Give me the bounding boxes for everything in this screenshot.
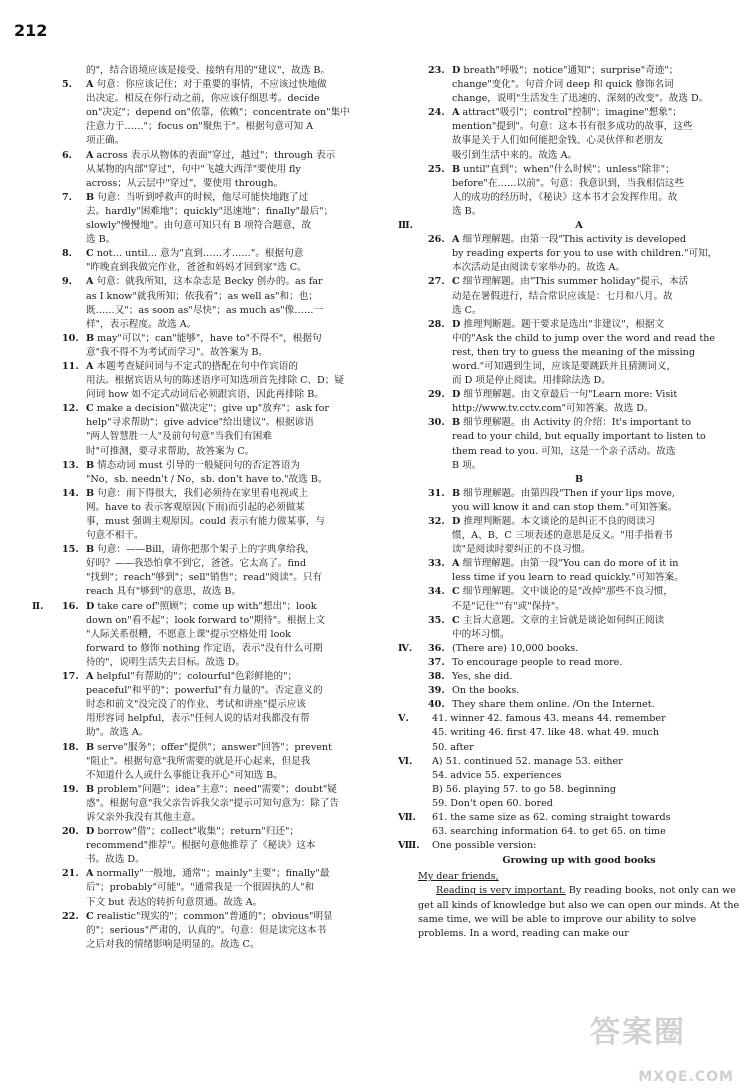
essay-body-text: By reading books, not only can we get all kinds of knowledge but also we can open our minds. At the same time, we will be able to improve our ability to solve problems. In a word, reading can make our [418,885,740,939]
section-3-heading [398,219,740,233]
entry-4-tail: 的"，结合语境应该是接受、接纳有用的"建议"，故选 B。 [86,65,330,76]
section-8-intro: Ⅷ. One possible version: [418,839,740,853]
entry-38: 38. Yes, she did. [428,671,513,683]
entry-40: 40. They share them online. /On the Internet. [428,699,655,711]
entry-15: 15. B 句意：——Bill，请你把那个架子上的字典拿给我， 好吗？——我恐怕拿不到它，爸爸。它太高了。find "找到"；reach"够到"；sell"销售"；read"阅读"。只有 reach 具有"够到"的意思，故选 B。 [62,544,323,598]
entry-32: 32. D 推理判断题。本文谈论的是纠正不良的阅读习 惯，A、B、C 三项表述的意思是反义。"用手指着书 读"是阅读时要纠正的不良习惯。 [428,516,673,556]
page-number: 212 [14,21,48,40]
entry-5: 5. A 句意：你应该记住；对于重要的事情，不应该过快地做 出决定。相反在你行动之前，你应该仔细思考。decide on"决定"；depend on"依靠，依赖"；concentrate on"集中 注意力于……"；focus on"聚焦于"。根据句意可知 A 项正确。 [62,79,350,147]
entry-22: 22. C realistic"现实的"；common"普通的"；obvious"明显 的"；serious"严肃的，认真的"。句意：但是读完这本书 之后对我的情绪影响是明显的。故选 C。 [62,910,333,950]
section-8-label: Ⅷ. [398,840,420,852]
entry-6: 6. A across 表示从物体的表面"穿过，越过"；through 表示 从某物的内部"穿过"，句中"飞越大西洋"要使用 fly across；从云层中"穿过"，要使用 through。 [62,149,336,189]
entry-31: 31. B 细节理解题。由第四段"Then if your lips move, you will know it and can stop them."可知答案。 [428,487,678,513]
entry-21: 21. A normally"一般地，通常"；mainly"主要"；finally"最 后"；probably"可能"。"通常我是一个很固执的人"和 下文 but 表达的转折句意贯通。故选 A。 [62,868,330,908]
section-7-answers: Ⅶ. 61. the same size as 62. coming straight towards 63. searching information 64. to get 65. on time [398,811,671,838]
essay-body [418,884,740,940]
section-5-label: Ⅴ. [398,713,409,725]
entry-8: 8. C not… until… 意为"直到……才……"。根据句意 "昨晚直到我做完作业，爸爸和妈妈才回到家"选 C。 [62,248,307,274]
entry-17: 17. A helpful"有帮助的"；colourful"色彩鲜艳的"； peaceful"和平的"；powerful"有力量的"。否定意义的 时态和前文"没完没了的作业、考试和讲座"提示应该 用形容词 helpful，表示"任何人说的话对我都没有帮 助"。故选 A。 [62,671,323,739]
essay-title: Growing up with good books [502,855,656,867]
entry-28: 28. D 推理判断题。题干要求是选出"非建议"，根据文 中的"Ask the child to jump over the word and read the rest, then try to guess the meaning of the missing word."可知遇到生词，应该是要跳跃并且猜测词义， 而 D 项是停止阅读。用排除法选 D。 [428,318,716,387]
section-6-answers: Ⅵ. A) 51. continued 52. manage 53. either 54. advice 55. experiences B) 56. playing 57. to go 58. beginning 59. Don't open 60. bored [398,755,623,809]
section-3-label: Ⅲ. [398,220,414,232]
watermark-logo-text: 答案圈 [590,1015,686,1050]
part-a-title: A [575,220,583,232]
watermark-url: MXQE.COM [638,1068,734,1085]
entry-26: 26. A 细节理解题。由第一段"This activity is developed by reading experts for you to use with children."可知， 本次活动是由阅读专家举办的。故选 A。 [428,234,718,274]
entry-13: 13. B 情态动词 must 引导的一般疑问句的否定答语为 "No，sb. needn't / No，sb. don't have to."故选 B。 [62,459,328,485]
entry-37: 37. To encourage people to read more. [428,656,623,668]
entry-7: 7. B 句意：当听到呼救声的时候，他尽可能快地跑了过 去。hardly"困难地"；quickly"迅速地"；finally"最后"； slowly"慢慢地"。由句意可知只有 B 项符合题意，故 选 B。 [62,191,334,246]
essay-greeting: My dear friends, [418,871,499,883]
entry-14: 14. B 句意：雨下得很大，我们必须待在家里看电视或上 网。have to 表示客观原因(下雨)而引起的必须做某 事，must 强调主观原因。could 表示有能力做某事，与 句意不相干。 [62,487,325,542]
entry-33: 33. A 细节理解题。由第一段"You can do more of it in less time if you learn to read quickly."可知答案。 [428,558,684,584]
part-b-heading [418,473,740,487]
site-watermark [590,1015,740,1086]
entry-19: 19. B problem"问题"；idea"主意"；need"需要"；doubt"疑 惑"。根据句意"我父亲告诉我父亲"提示可知句意为：除了告 诉父亲外我没有其他主意。 [62,783,340,823]
entry-16: Ⅱ. 16. D take care of"照顾"；come up with"想出"；look down on"看不起"；look forward to"期待"。根据上文 "人际关系很糟，不愿意上课"提示空格处用 look forward to 修饰 nothing 作定语，表示"没有什么可期 待的"，说明生活失去目标。故选 D。 [32,600,326,668]
section-2-label: Ⅱ. [32,600,44,612]
entry-11: 11. A 本题考查疑问词与不定式的搭配在句中作宾语的 用法。根据宾语从句的陈述语序可知选项首先排除 C、D；疑 问词 how 如不定式动词后必须跟宾语，因此再排除 B。 [62,360,344,401]
entry-35: 35. C 主旨大意题。文章的主旨就是谈论如何纠正阅读 中的坏习惯。 [428,614,665,640]
right-column [398,64,740,941]
entry-39: 39. On the books. [428,685,520,697]
entry-27: 27. C 细节理解题。由"This summer holiday"提示，本活 动是在暑假进行，结合常识应该是：七月和八月。故 选 C。 [428,276,689,316]
entry-9: 9. A 句意：就我所知，这本杂志是 Becky 创办的。as far as I know"就我所知；依我看"；as well as"和；也； 既……又"；as soon as"尽快"；as much as"像……一 样"，表示程度。故选 A。 [62,276,324,330]
entry-30: 30. B 细节理解题。由 Activity 的介绍：It's important to read to your child, but equally important to listen to them read to you. 可知，这是一个亲子活动。故选 B 项。 [428,417,706,471]
section-4-label: Ⅳ. [398,642,413,654]
entry-18: 18. B serve"服务"；offer"提供"；answer"回答"；prevent "阻止"。根据句意"我所需要的就是开心起来，但是我 不知道什么人或什么事能让我开心"可知选 B。 [62,741,332,781]
entry-20: 20. D borrow"借"；collect"收集"；return"归还"； recommend"推荐"。根据句意他推荐了《秘诀》这本 书。故选 D。 [62,826,316,866]
entry-10: 10. B may"可以"；can"能够"，have to"不得不"，根据句 意"我不得不为考试而学习"。故答案为 B。 [62,332,322,358]
entry-23: 23. D breath"呼吸"；notice"通知"；surprise"奇迹"； change"变化"。句首介词 deep 和 quick 修饰名词 change，说明"生活发生了迅速的、深刻的改变"。故选 D。 [428,65,709,105]
entry-12: 12. C make a decision"做决定"；give up"放弃"；ask for help"寻求帮助"；give advice"给出建议"。根据谚语 "两人智慧胜一人"及前句句意"当我们有困难 时"可推测，要寻求帮助，故答案为 C。 [62,403,329,457]
entry-34: 34. C 细节理解题。文中谈论的是"改掉"那些不良习惯， 不是"记住""有"或"保持"。 [428,586,673,612]
section-5-answers: Ⅴ. 41. winner 42. famous 43. means 44. remember 45. writing 46. first 47. like 48. what 49. much 50. after [398,713,666,753]
section-7-label: Ⅶ. [398,811,416,823]
entry-25: 25. B until"直到"；when"什么时候"；unless"除非"； before"在……以前"。句意：我意识到，当我相信这些 人的成功的经历时，《秘诀》这本书才会发挥作用。故 选 B。 [428,163,685,217]
entry-36: Ⅳ. 36. (There are) 10,000 books. [418,642,740,656]
essay-topic-sentence: Reading is very important. [436,885,566,897]
part-b-title: B [574,473,584,485]
section-6-label: Ⅵ. [398,755,413,767]
entry-24: 24. A attract"吸引"；control"控制"；imagine"想象"； mention"提到"。句意：这本书有很多成功的故事，这些 故事是关于人们如何能把金钱、心灵伙伴和老朋友 吸引到生活中来的。故选 A。 [428,107,693,161]
entry-29: 29. D 细节理解题。由文章最后一句"Learn more: Visit http://www.tv.cctv.com"可知答案。故选 D。 [428,389,678,415]
left-column [32,64,385,952]
